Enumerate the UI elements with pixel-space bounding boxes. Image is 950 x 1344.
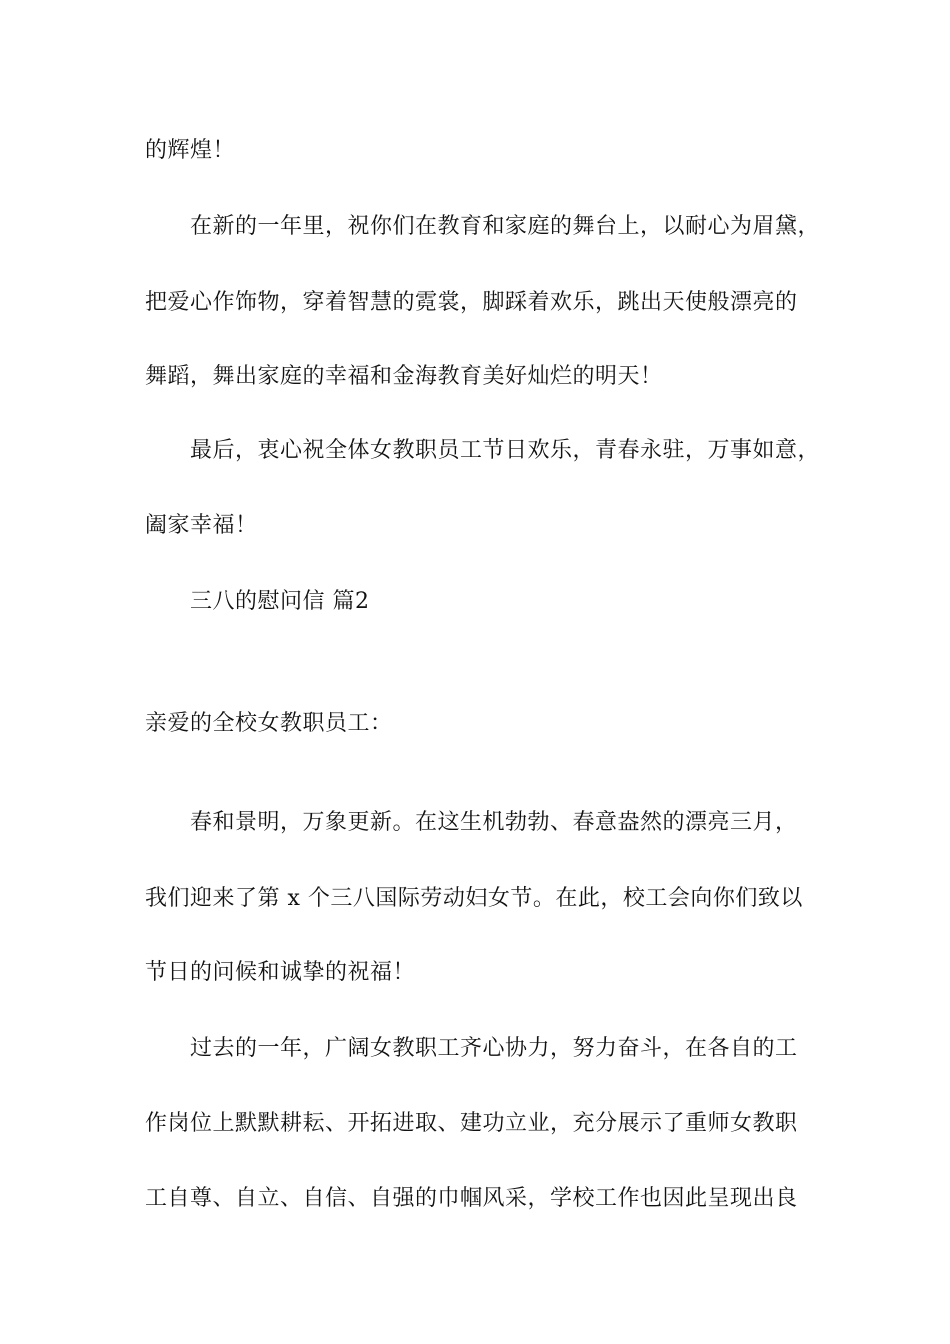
paragraph-start-line: 过去的一年，广阔女教职工齐心协力，努力奋斗，在各自的工 xyxy=(190,1036,798,1061)
text-line: 工自尊、自立、自信、自强的巾帼风采，学校工作也因此呈现出良 xyxy=(145,1186,798,1211)
text-line: 作岗位上默默耕耘、开拓进取、建功立业，充分展示了重师女教职 xyxy=(145,1111,798,1136)
salutation-line: 亲爱的全校女教职员工： xyxy=(145,711,393,736)
text-line: 把爱心作饰物，穿着智慧的霓裳，脚踩着欢乐，跳出天使般漂亮的 xyxy=(145,290,798,315)
text-line: 的辉煌！ xyxy=(145,138,236,163)
text-line: 阖家幸福！ xyxy=(145,513,258,538)
text-line: 我们迎来了第 x 个三八国际劳动妇女节。在此，校工会向你们致以 xyxy=(145,886,803,911)
text-line: 节日的问候和诚挚的祝福！ xyxy=(145,960,416,985)
paragraph-start-line: 最后，衷心祝全体女教职员工节日欢乐，青春永驻，万事如意， xyxy=(190,438,821,463)
paragraph-start-line: 春和景明，万象更新。在这生机勃勃、春意盎然的漂亮三月， xyxy=(190,810,798,835)
section-heading: 三八的慰问信 篇2 xyxy=(190,589,370,614)
text-line: 舞蹈，舞出家庭的幸福和金海教育美好灿烂的明天！ xyxy=(145,364,663,389)
paragraph-start-line: 在新的一年里，祝你们在教育和家庭的舞台上，以耐心为眉黛， xyxy=(190,214,821,239)
